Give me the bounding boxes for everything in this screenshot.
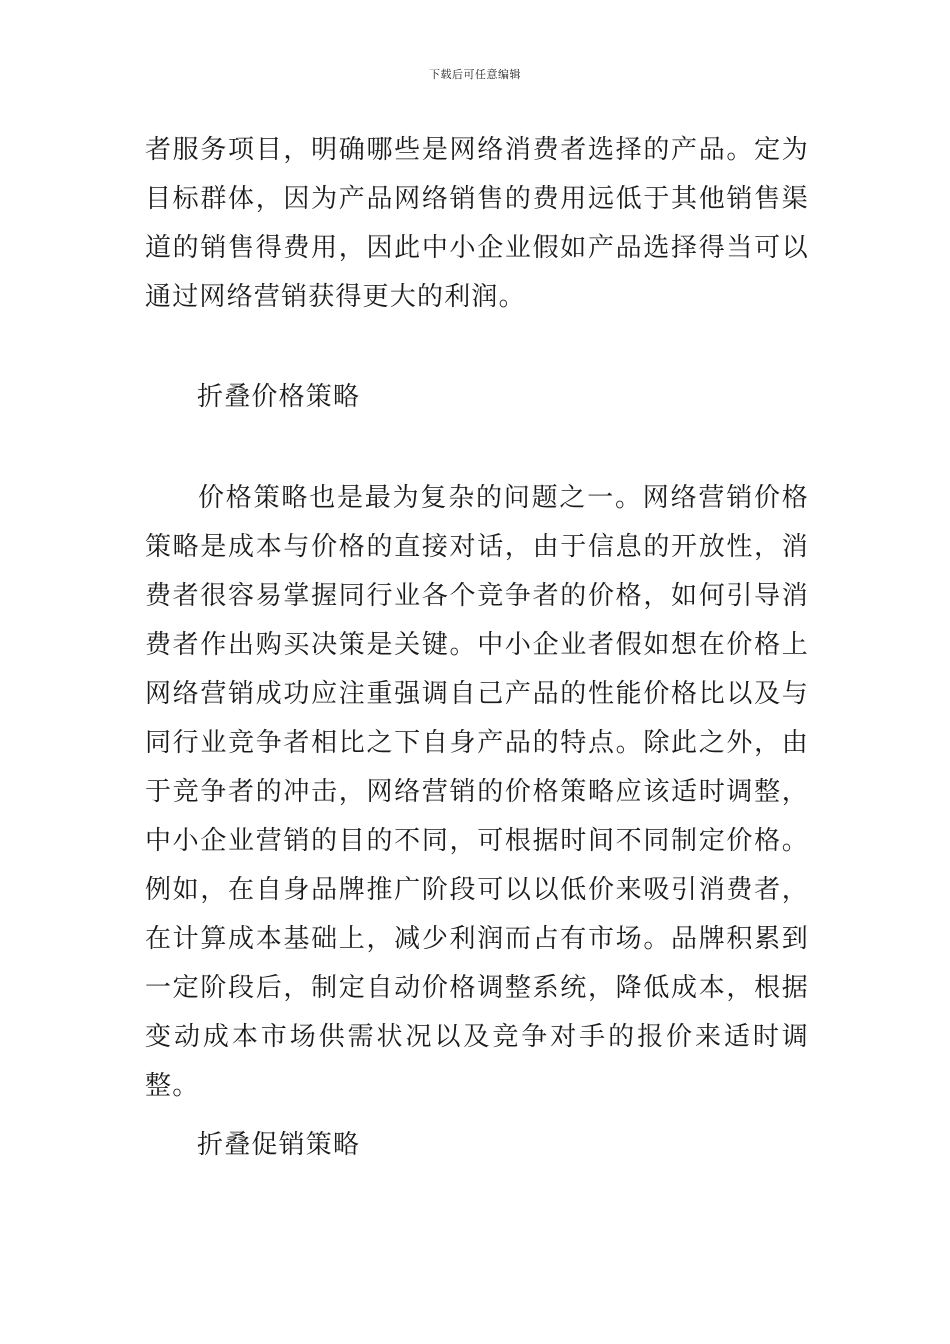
- paragraph-product: 者服务项目，明确哪些是网络消费者选择的产品。定为目标群体，因为产品网络销售的费用远低于其他销售渠道的销售得费用，因此中小企业假如产品选择得当可以通过网络营销获得更大的利润。: [145, 135, 809, 312]
- section-heading-promotion: 折叠促销策略: [197, 1130, 361, 1160]
- header-note: 下载后可任意编辑: [429, 68, 521, 81]
- section-heading-price: 折叠价格策略: [197, 382, 361, 412]
- paragraph-price-strategy: 价格策略也是最为复杂的问题之一。网络营销价格策略是成本与价格的直接对话，由于信息的开放性，消费者很容易掌握同行业各个竞争者的价格，如何引导消费者作出购买决策是关键。中小企业者假如想在价格上网络营销成功应注重强调自己产品的性能价格比以及与同行业竞争者相比之下自身产品的特点。除此之外，由于竞争者的冲击，网络营销的价格策略应该适时调整，中小企业营销的目的不同，可根据时间不同制定价格。例如，在自身品牌推广阶段可以以低价来吸引消费者，在计算成本基础上，减少利润而占有市场。品牌积累到一定阶段后，制定自动价格调整系统，降低成本，根据变动成本市场供需状况以及竞争对手的报价来适时调整。: [145, 483, 809, 1101]
